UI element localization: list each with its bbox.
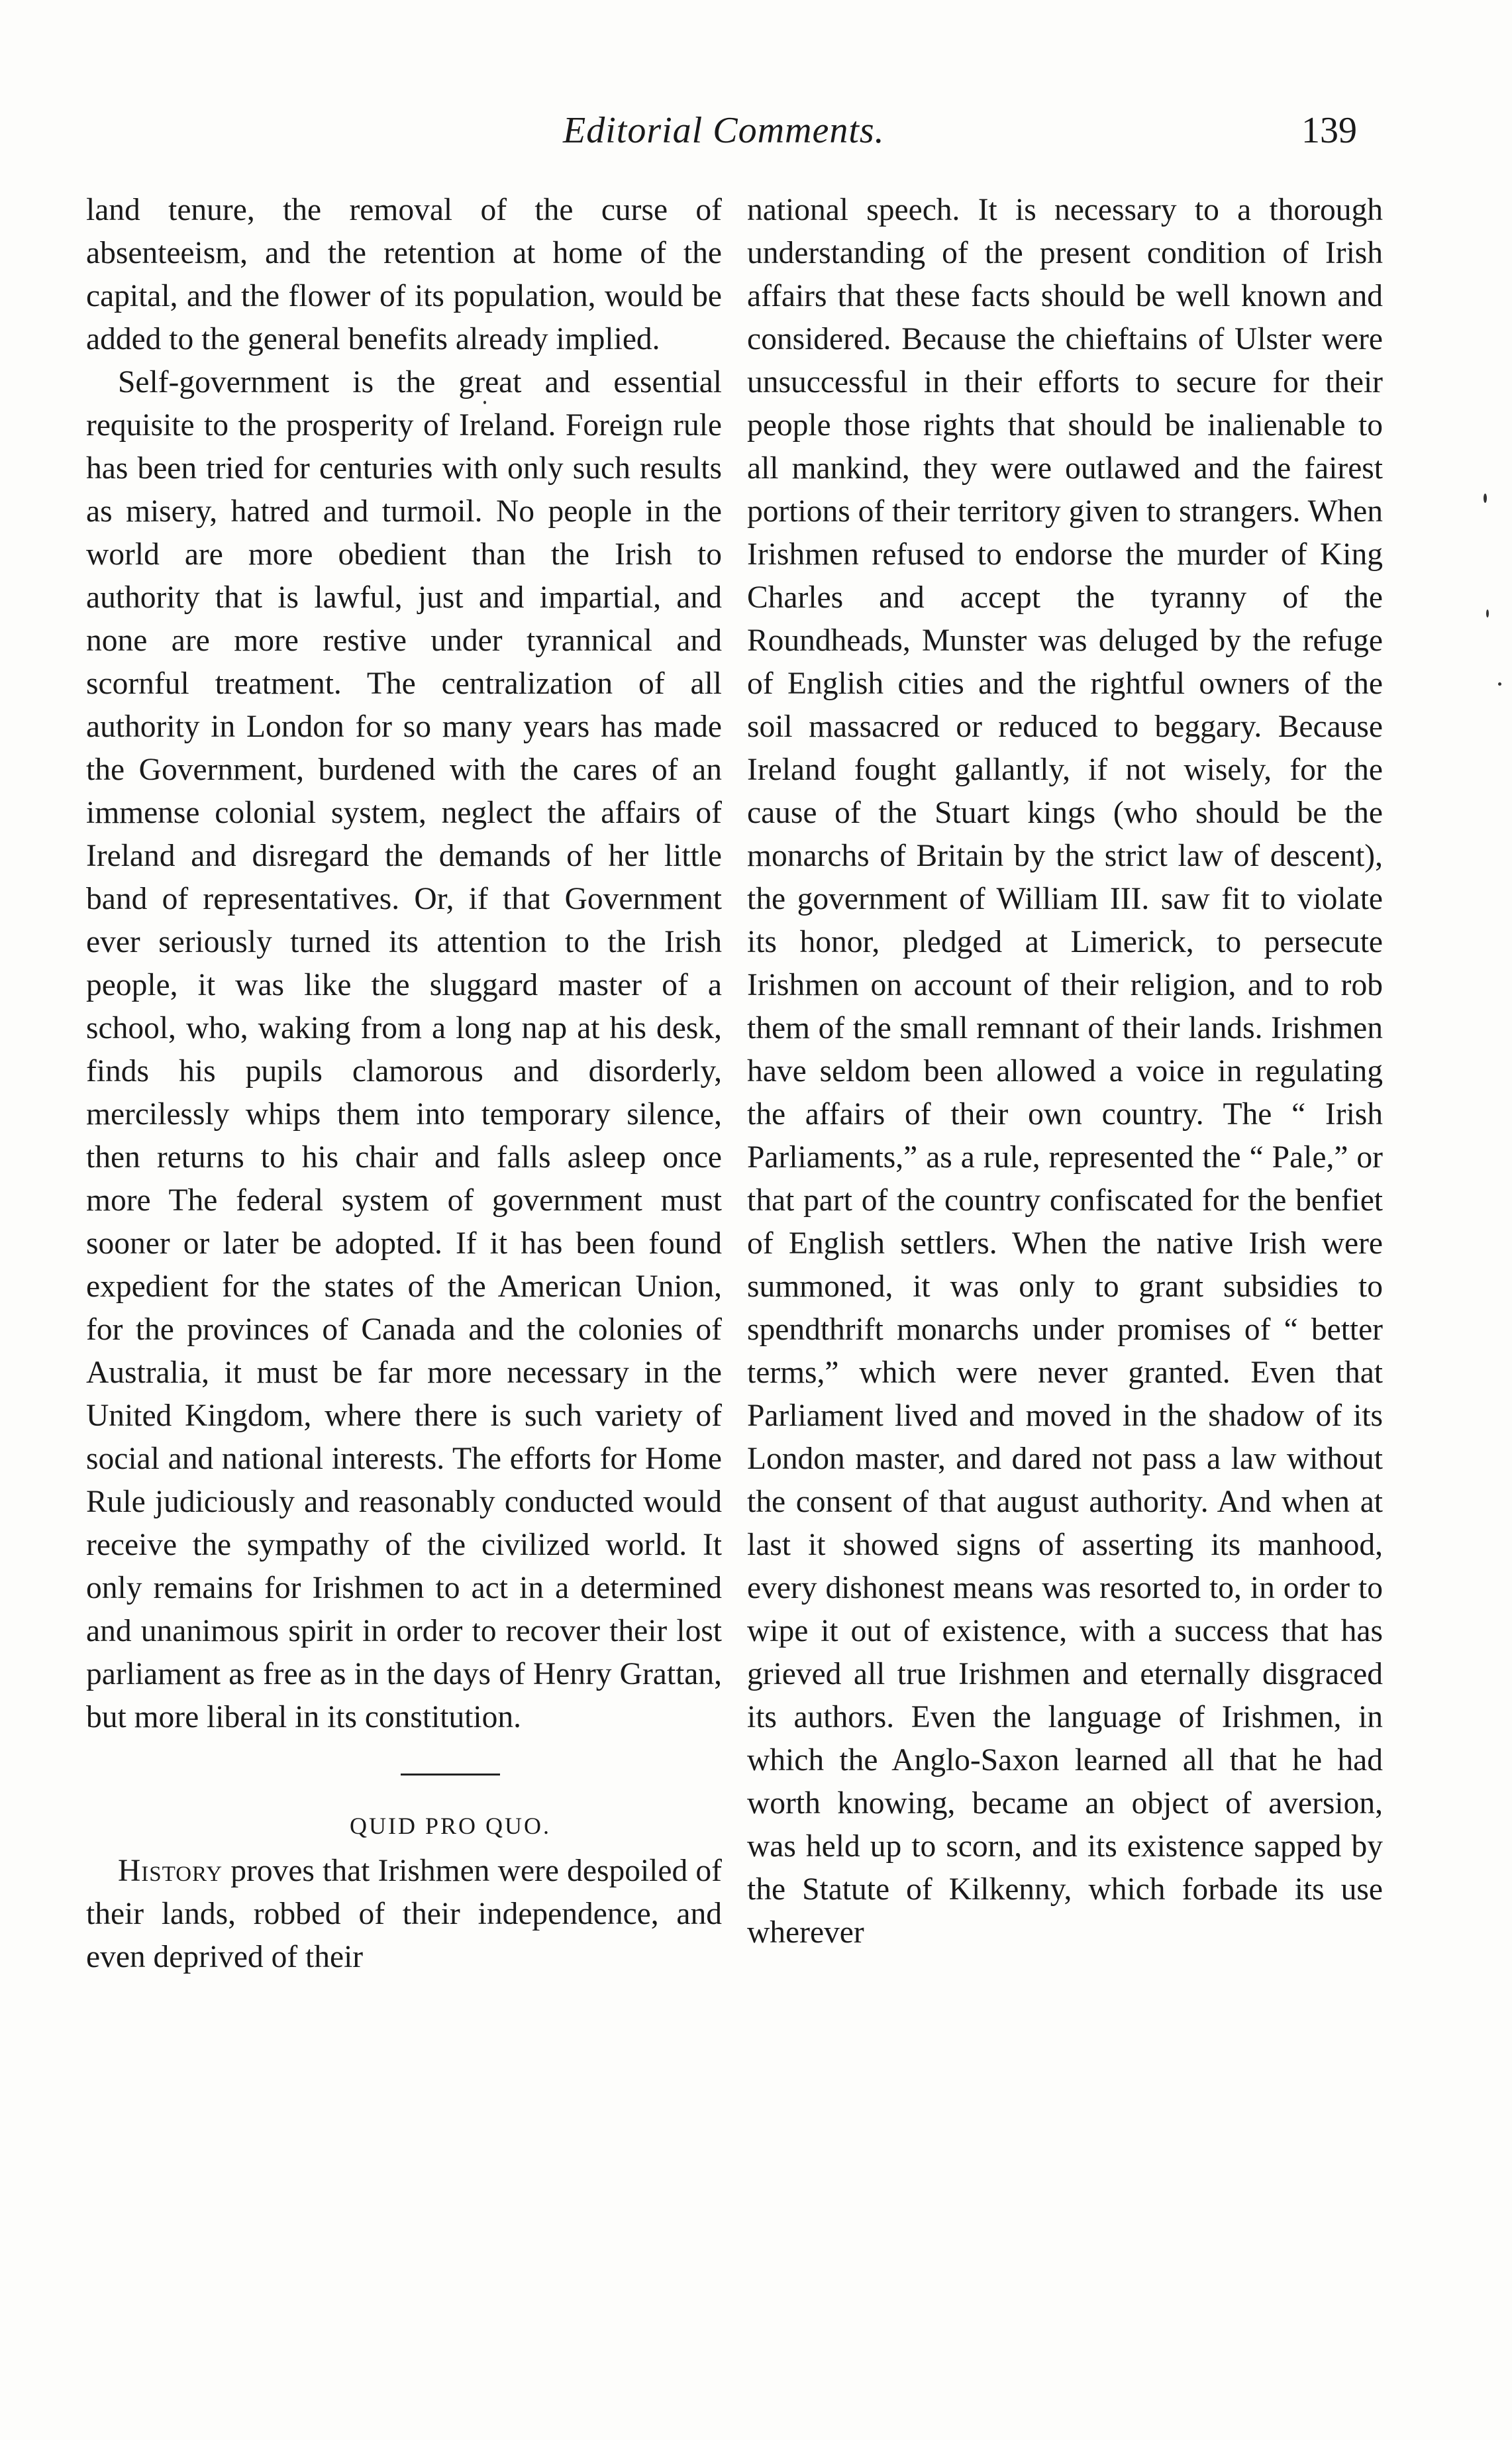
- scan-speck: [483, 401, 486, 404]
- scan-speck: [1498, 682, 1501, 686]
- section-heading: QUID PRO QUO.: [349, 1813, 551, 1839]
- scan-speck: [1486, 610, 1489, 617]
- left-paragraph-quid-pro-quo: [86, 1850, 722, 1979]
- running-head: [0, 109, 1512, 162]
- right-paragraph-continuation: national speech. It is necessary to a thorough understanding of the present condition of Irish affairs that these facts should be well known and considered. Because the chieftains of Ulster were unsuccessful in their efforts to secure for their people those rights that should be inalienable to all mankind, they were outlawed and the fairest portions of their territory given to strangers. When Irishmen refused to endorse the murder of King Charles and accept the tyranny of the Roundheads, Munster was deluged by the refuge of English cities and the rightful owners of the soil massacred or reduced to beggary. Because Ireland fought gallantly, if not wisely, for the cause of the Stuart kings (who should be the monarchs of Britain by the strict law of descent), the government of William III. saw fit to violate its honor, pledged at Limerick, to persecute Irishmen on account of their religion, and to rob them of the small remnant of their lands. Irishmen have seldom been allowed a voice in regulating the affairs of their own country. The “ Irish Parliaments,” as a rule, represented the “ Pale,” or that part of the country confiscated for the benfiet of English settlers. When the native Irish were summoned, it was only to grant subsidies to spendthrift monarchs under promises of “ better terms,” which were never granted. Even that Parliament lived and moved in the shadow of its London master, and dared not pass a law without the consent of that august authority. And when at last it showed signs of asserting its manhood, every dishonest means was resorted to, in order to wipe it out of existence, with a success that has grieved all true Irishmen and eternally disgraced its authors. Even the language of Irishmen, in which the Anglo-Saxon learned all that he had worth knowing, became an object of aversion, was held up to scorn, and its existence sapped by the Statute of Kilkenny, which forbade its use wherever: [747, 193, 1383, 1950]
- section-divider: [401, 1774, 500, 1776]
- right-column: [747, 189, 1383, 1954]
- page-number: 139: [1301, 110, 1357, 151]
- running-title: Editorial Comments.: [563, 110, 885, 151]
- scan-speck: [1484, 494, 1487, 503]
- left-paragraph-continuation: land tenure, the removal of the curse of absenteeism, and the retention at home of the capital, and the flower of its population, would be added to the general benefits already implied.: [86, 193, 722, 356]
- paragraph-lead-text: proves that Irishmen were despoiled of their lands, robbed of their independence, and even deprived of their: [86, 1854, 722, 1974]
- left-paragraph-self-government: Self-government is the great and essential requisite to the prosperity of Ireland. Foreign rule has been tried for centuries with only such results as misery, hatred and turmoil. No people in the world are more obedient than the Irish to authority that is lawful, just and impartial, and none are more restive under tyrannical and scornful treatment. The centralization of all authority in London for so many years has made the Government, burdened with the cares of an immense colonial system, neglect the affairs of Ireland and disregard the demands of her little band of representatives. Or, if that Government ever seriously turned its attention to the Irish people, it was like the sluggard master of a school, who, waking from a long nap at his desk, finds his pupils clamorous and disorderly, mercilessly whips them into temporary silence, then returns to his chair and falls asleep once more The federal system of government must sooner or later be adopted. If it has been found expedient for the states of the American Union, for the provinces of Canada and the colonies of Australia, it must be far more necessary in the United Kingdom, where there is such variety of social and national interests. The efforts for Home Rule judiciously and reasonably conducted would receive the sympathy of the civilized world. It only remains for Irishmen to act in a determined and unanimous spirit in order to recover their lost parliament as free as in the days of Henry Grattan, but more liberal in its constitution.: [86, 365, 722, 1734]
- paragraph-lead-word: History: [118, 1854, 223, 1888]
- left-column: [86, 189, 722, 1979]
